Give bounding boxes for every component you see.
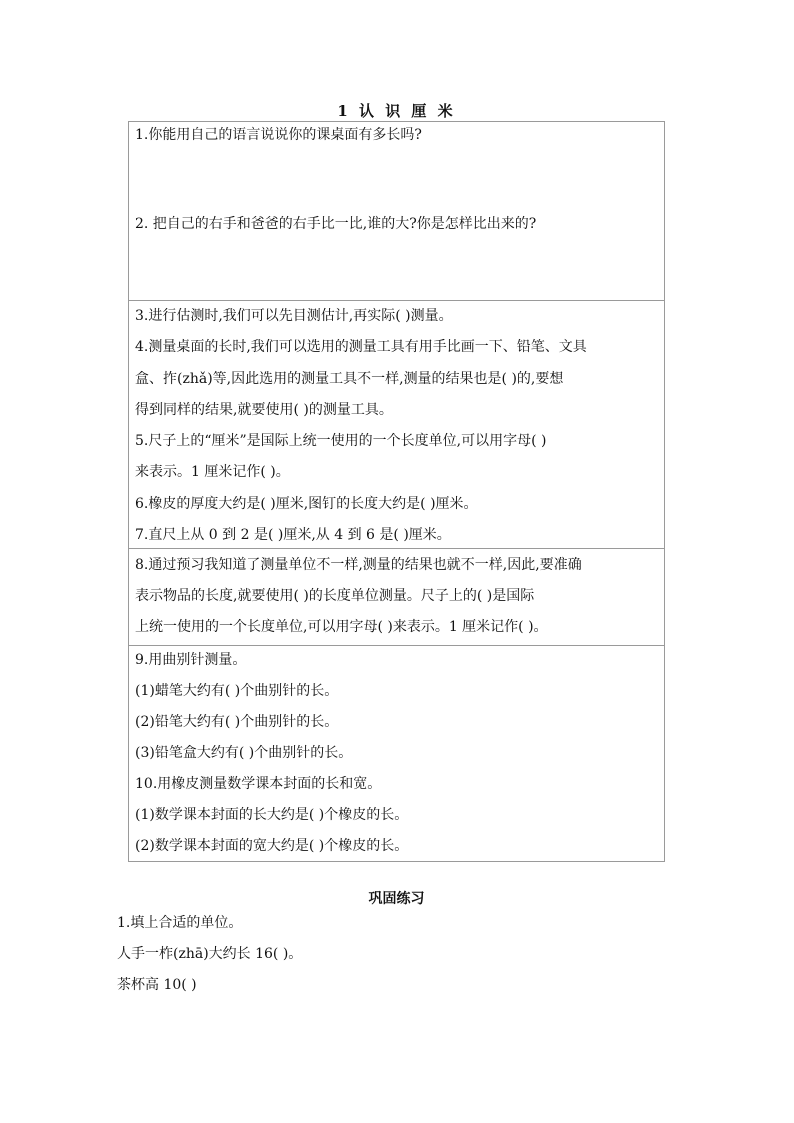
page-title: 1 认 识 厘 米: [337, 102, 456, 120]
question-line: (1)蜡笔大约有( )个曲别针的长。: [135, 683, 339, 699]
practice-title: 巩固练习: [368, 891, 425, 907]
question-line: 6.橡皮的厚度大约是( )厘米,图钉的长度大约是( )厘米。: [135, 496, 478, 512]
practice-line: 人手一柞(zhā)大约长 16( )。: [117, 946, 303, 962]
question-line: 7.直尺上从 0 到 2 是( )厘米,从 4 到 6 是( )厘米。: [135, 527, 451, 543]
question-line: 上统一使用的一个长度单位,可以用字母( )来表示。1 厘米记作( )。: [135, 619, 548, 635]
practice-line: 茶杯高 10( ): [117, 977, 197, 993]
question-line: 9.用曲别针测量。: [135, 652, 247, 668]
question-line: (1)数学课本封面的长大约是( )个橡皮的长。: [135, 807, 409, 823]
question-line: 5.尺子上的“厘米”是国际上统一使用的一个长度单位,可以用字母( ): [135, 433, 547, 449]
question-line: (3)铅笔盒大约有( )个曲别针的长。: [135, 745, 353, 761]
practice-line: 1.填上合适的单位。: [117, 915, 243, 931]
question-box-2: [128, 300, 665, 549]
question-box-4: [128, 645, 665, 862]
question-line: 来表示。1 厘米记作( )。: [135, 464, 290, 480]
question-2: 2. 把自己的右手和爸爸的右手比一比,谁的大?你是怎样比出来的?: [135, 216, 537, 232]
question-box-1: [128, 121, 665, 301]
question-line: 表示物品的长度,就要使用( )的长度单位测量。尺子上的( )是国际: [135, 588, 535, 604]
question-line: 盒、拃(zhǎ)等,因此选用的测量工具不一样,测量的结果也是( )的,要想: [135, 371, 564, 387]
question-box-3: [128, 548, 665, 646]
question-line: 8.通过预习我知道了测量单位不一样,测量的结果也就不一样,因此,要准确: [135, 557, 582, 573]
question-1: 1.你能用自己的语言说说你的课桌面有多长吗?: [135, 127, 422, 143]
question-line: (2)数学课本封面的宽大约是( )个橡皮的长。: [135, 838, 409, 854]
question-line: 3.进行估测时,我们可以先目测估计,再实际( )测量。: [135, 308, 453, 324]
question-line: 10.用橡皮测量数学课本封面的长和宽。: [135, 776, 382, 792]
question-line: 得到同样的结果,就要使用( )的测量工具。: [135, 402, 393, 418]
question-line: (2)铅笔大约有( )个曲别针的长。: [135, 714, 339, 730]
question-line: 4.测量桌面的长时,我们可以选用的测量工具有用手比画一下、铅笔、文具: [135, 339, 587, 355]
